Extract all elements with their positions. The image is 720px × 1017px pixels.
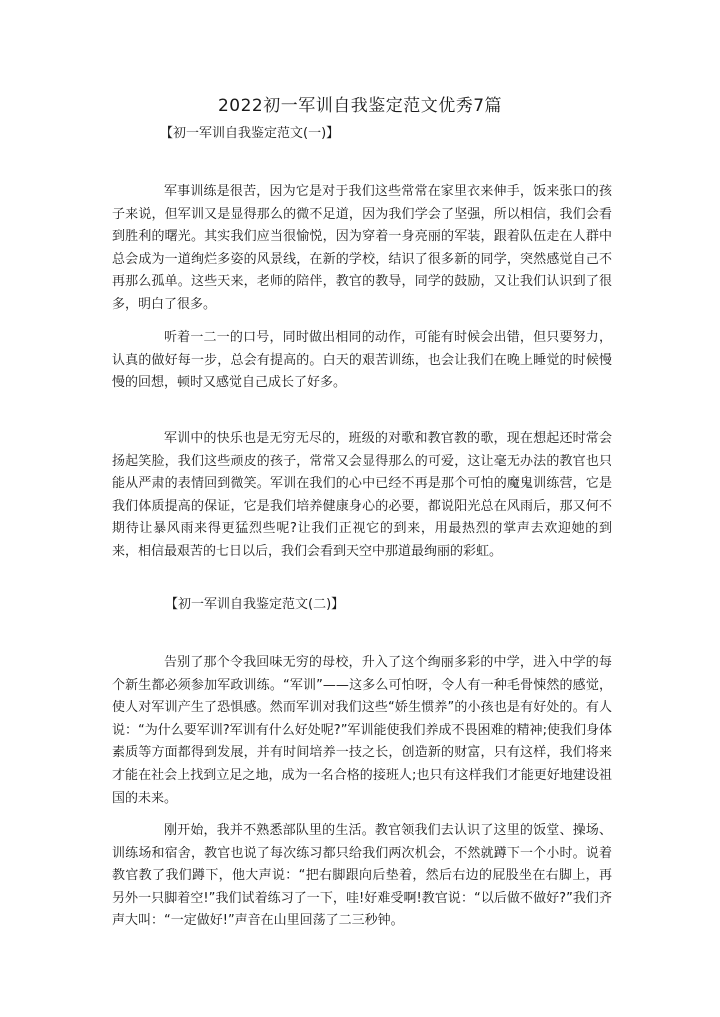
paragraph: 听着一二一的口号，同时做出相同的动作，可能有时候会出错，但只要努力，认真的做好每一步，总会有提高的。白天的艰苦训练，也会让我们在晚上睡觉的时候慢慢的回想，顿时又感觉自己成长了好多。 <box>112 330 612 391</box>
paragraph: 军训中的快乐也是无穷无尽的，班级的对歌和教官教的歌，现在想起还时常会扬起笑脸，我们这些顽皮的孩子，常常又会显得那么的可爱，这让毫无办法的教官也只能从严肃的表情回到微笑。军训在我们的心中已经不再是那个可怕的魔鬼训练营，它是我们体质提高的保证，它是我们培养健康身心的必要，都说阳光总在风雨后，那又何不期待让暴风雨来得更猛烈些呢?让我们正视它的到来，用最热烈的掌声去欢迎她的到来，相信最艰苦的七日以后，我们会看到天空中那道最绚丽的彩虹。 <box>112 431 612 559</box>
section-heading: 【初一军训自我鉴定范文(二)】 <box>165 597 345 612</box>
document-title: 2022初一军训自我鉴定范文优秀7篇 <box>217 96 503 116</box>
paragraph: 军事训练是很苦，因为它是对于我们这些常常在家里衣来伸手，饭来张口的孩子来说，但军训又是显得那么的微不足道，因为我们学会了坚强，所以相信，我们会看到胜利的曙光。其实我们应当很愉悦，因为穿着一身亮丽的军装，跟着队伍走在人群中总会成为一道绚烂多姿的风景线，在新的学校，结识了很多新的同学，突然感觉自己不再那么孤单。这些天来，老师的陪伴，教官的教导，同学的鼓励，又让我们认识到了很多，明白了很多。 <box>112 184 612 312</box>
paragraph: 告别了那个令我回味无穷的母校，升入了这个绚丽多彩的中学，进入中学的每个新生都必须参加军政训练。“军训”——这多么可怕呀，令人有一种毛骨悚然的感觉，使人对军训产生了恐惧感。然而军训对我们这些“娇生惯养”的小孩也是有好处的。有人说：“为什么要军训?军训有什么好处呢?”军训能使我们养成不畏困难的精神;使我们身体素质等方面都得到发展，并有时间培养一技之长，创造新的财富，只有这样，我们将来才能在社会上找到立足之地，成为一名合格的接班人;也只有这样我们才能更好地建设祖国的未来。 <box>112 655 612 806</box>
section-heading: 【初一军训自我鉴定范文(一)】 <box>160 126 340 141</box>
paragraph: 刚开始，我并不熟悉部队里的生活。教官领我们去认识了这里的饭堂、操场、训练场和宿舍，教官也说了每次练习都只给我们两次机会，不然就蹲下一个小时。说着教官教了我们蹲下，他大声说：“把右脚跟向后垫着，然后右边的屁股坐在右脚上，再另外一只脚着空!”我们试着练习了一下，哇!好难受啊!教官说：“以后做不做好?”我们齐声大叫：“一定做好!”声音在山里回荡了二三秒钟。 <box>112 823 612 929</box>
